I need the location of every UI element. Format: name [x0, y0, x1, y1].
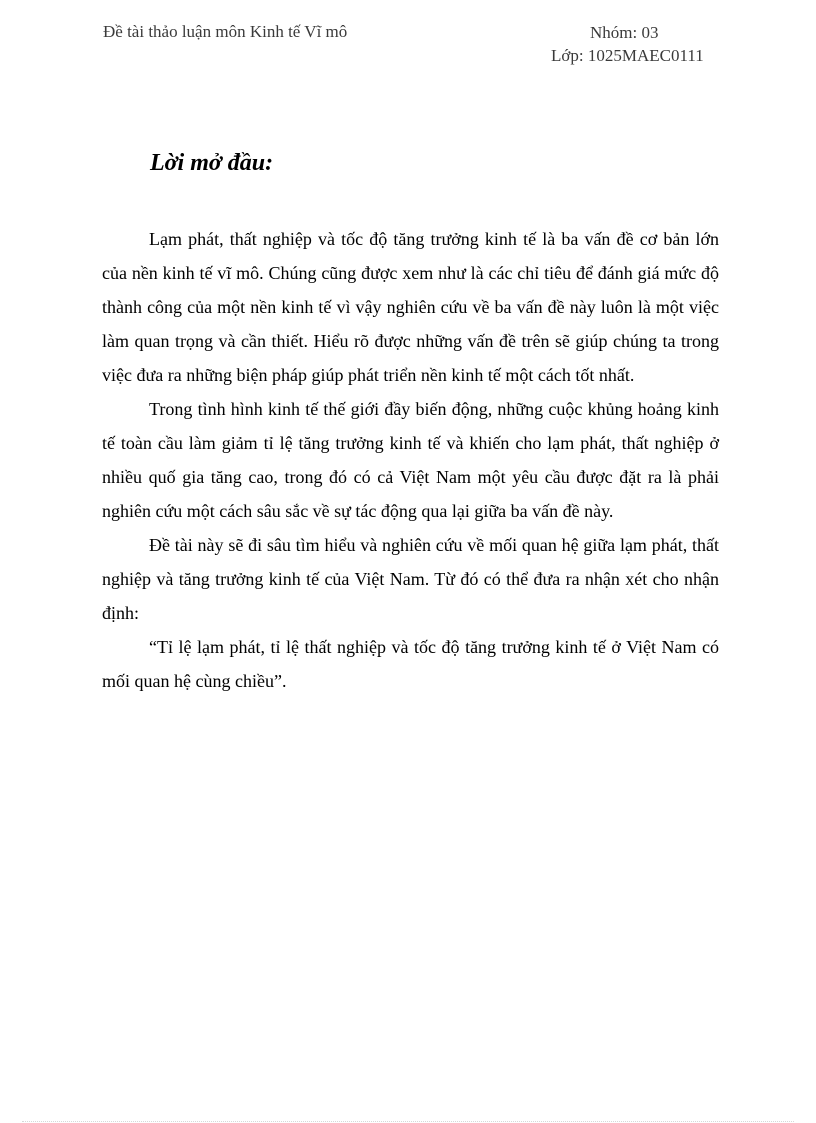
header-topic: Đề tài thảo luận môn Kinh tế Vĩ mô: [103, 22, 348, 41]
paragraph-intro: Lạm phát, thất nghiệp và tốc độ tăng trưởng kinh tế là ba vấn đề cơ bản lớn của nền kinh tế vĩ mô. Chúng cũng được xem như là các chỉ tiêu để đánh giá mức độ thành công của một nền kinh tế vì vậy nghiên cứu về ba vấn đề này luôn là một việc làm quan trọng và cần thiết. Hiểu rõ được những vấn đề trên sẽ giúp chúng ta trong việc đưa ra những biện pháp giúp phát triển nền kinh tế một cách tốt nhất.: [102, 229, 719, 385]
paragraph-hypothesis: “Tỉ lệ lạm phát, tỉ lệ thất nghiệp và tốc độ tăng trưởng kinh tế ở Việt Nam có mối quan hệ cùng chiều”.: [102, 637, 719, 691]
paragraph-purpose: Đề tài này sẽ đi sâu tìm hiểu và nghiên cứu về mối quan hệ giữa lạm phát, thất nghiệp và tăng trưởng kinh tế của Việt Nam. Từ đó có thể đưa ra nhận xét cho nhận định:: [102, 535, 719, 623]
header-class: Lớp: 1025MAEC0111: [551, 46, 704, 65]
page-bottom-rule: [22, 1121, 794, 1122]
paragraph-context: Trong tình hình kinh tế thế giới đầy biến động, những cuộc khủng hoảng kinh tế toàn cầu làm giảm tỉ lệ tăng trưởng kinh tế và khiến cho lạm phát, thất nghiệp ở nhiều quố gia tăng cao, trong đó có cả Việt Nam một yêu cầu được đặt ra là phải nghiên cứu một cách sâu sắc về sự tác động qua lại giữa ba vấn đề này.: [102, 399, 719, 521]
page-title: Lời mở đầu:: [150, 150, 274, 176]
body-text: [102, 222, 719, 698]
header-group-info: [551, 21, 704, 67]
header-group: Nhóm: 03: [590, 23, 659, 42]
